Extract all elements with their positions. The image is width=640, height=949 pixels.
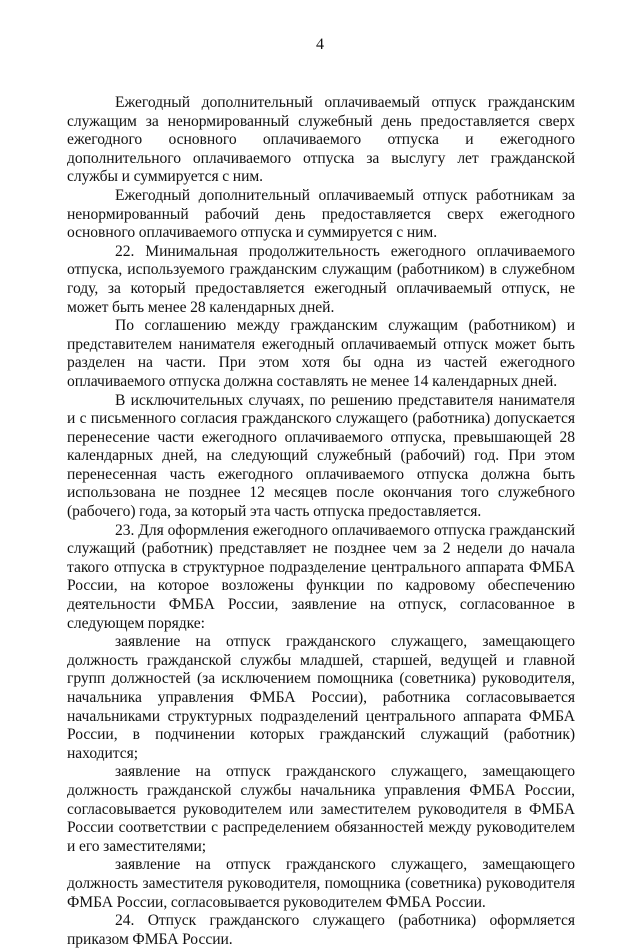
paragraph-approval-deputy-head: заявление на отпуск гражданского служащего, замещающего должность заместителя руководителя, помощника (советника) руководителя ФМБА России, согласовывается руководителем ФМБА России.	[67, 856, 575, 911]
paragraph-24-leave-order: 24. Отпуск гражданского служащего (работника) оформляется приказом ФМБА России.	[67, 912, 575, 948]
document-body	[67, 94, 575, 949]
paragraph-approval-department-head: заявление на отпуск гражданского служащего, замещающего должность гражданской службы начальника управления ФМБА России, согласовывается руководителем или заместителем руководителя в ФМБА России соответствии с распределением обязанностей между руководителем и его заместителями;	[67, 763, 575, 855]
paragraph-additional-leave-civil-servants: Ежегодный дополнительный оплачиваемый отпуск гражданским служащим за ненормированный служебный день предоставляется сверх ежегодного основного оплачиваемого отпуска и ежегодного дополнительного оплачиваемого отпуска за выслугу лет гражданской службы и суммируется с ним.	[67, 94, 575, 186]
paragraph-leave-transfer: В исключительных случаях, по решению представителя нанимателя и с письменного согласия гражданского служащего (работника) допускается перенесение части ежегодного оплачиваемого отпуска, превышающей 28 календарных дней, на следующий служебный (рабочий) год. При этом перенесенная часть ежегодного оплачиваемого отпуска должна быть использована не позднее 12 месяцев после окончания того служебного (рабочего) года, за который эта часть отпуска предоставляется.	[67, 391, 575, 521]
page-number: 4	[316, 36, 324, 53]
paragraph-leave-division: По соглашению между гражданским служащим (работником) и представителем нанимателя ежегодный оплачиваемый отпуск может быть разделен на части. При этом хотя бы одна из частей ежегодного оплачиваемого отпуска должна составлять не менее 14 календарных дней.	[67, 317, 575, 390]
paragraph-additional-leave-workers: Ежегодный дополнительный оплачиваемый отпуск работникам за ненормированный рабочий день предоставляется сверх ежегодного основного оплачиваемого отпуска и суммируется с ним.	[67, 186, 575, 242]
paragraph-22-minimum-duration: 22. Минимальная продолжительность ежегодного оплачиваемого отпуска, используемого гражданским служащим (работником) в служебном году, за который предоставляется ежегодный оплачиваемый отпуск, не может быть менее 28 календарных дней.	[67, 242, 575, 316]
paragraph-23-leave-application: 23. Для оформления ежегодного оплачиваемого отпуска гражданский служащий (работник) представляет не позднее чем за 2 недели до начала такого отпуска в структурное подразделение центрального аппарата ФМБА России, на которое возложены функции по кадровому обеспечению деятельности ФМБА России, заявление на отпуск, согласованное в следующем порядке:	[67, 521, 575, 632]
paragraph-approval-junior-positions: заявление на отпуск гражданского служащего, замещающего должность гражданской службы младшей, старшей, ведущей и главной групп должностей (за исключением помощника (советника) руководителя, начальника управления ФМБА России), работника согласовывается начальниками структурных подразделений центрального аппарата ФМБА России, в подчинении которых гражданский служащий (работник) находится;	[67, 633, 575, 762]
